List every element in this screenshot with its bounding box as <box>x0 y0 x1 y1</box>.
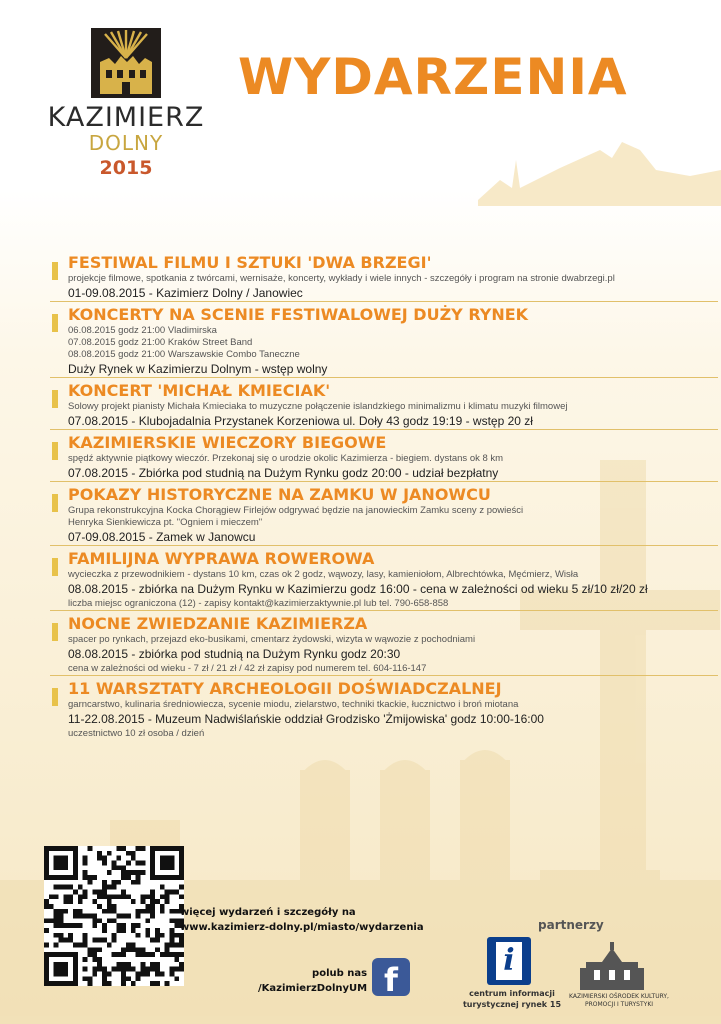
event-item <box>50 610 718 675</box>
event-note: cena w zależności od wieku - 7 zł / 21 zł / 42 zł zapisy pod numerem tel. 604-116-147 <box>68 663 427 674</box>
event-marker <box>52 688 58 706</box>
event-title: FESTIWAL FILMU I SZTUKI 'DWA BRZEGI' <box>68 253 432 272</box>
more-events-text <box>180 905 424 935</box>
info-line-1: centrum informacji <box>469 989 555 998</box>
event-title: KONCERT 'MICHAŁ KMIECIAK' <box>68 381 331 400</box>
castle-logo-icon <box>580 942 644 992</box>
logo-subtitle: DOLNY <box>88 131 164 155</box>
events-url-link[interactable]: www.kazimierz-dolny.pl/miasto/wydarzenia <box>180 922 424 933</box>
event-item <box>50 301 718 377</box>
event-desc: projekcje filmowe, spotkania z twórcami, wernisaże, koncerty, wykłady i wiele innych - szczegóły i program na stronie dwabrzegi.pl <box>68 273 615 284</box>
castle-line-1: KAZIMIERSKI OŚRODEK KULTURY, <box>569 993 669 1000</box>
event-title: NOCNE ZWIEDZANIE KAZIMIERZA <box>68 614 368 633</box>
facebook-like <box>258 966 367 996</box>
event-desc: Solowy projekt pianisty Michała Kmieciaka to muzyczne połączenie islandzkiego minimalizmu i klimatu muzyki filmowej <box>68 401 568 412</box>
castle-logo-text <box>566 993 672 1009</box>
event-desc: 07.08.2015 godz 21:00 Kraków Street Band <box>68 337 253 348</box>
event-main: 07.08.2015 - Klubojadalnia Przystanek Korzeniowa ul. Doły 43 godz 19:19 - wstęp 20 zł <box>68 414 533 428</box>
kazimierz-logo <box>26 28 226 179</box>
castle-line-2: PROMOCJI I TURYSTYKI <box>584 1001 654 1008</box>
event-item <box>50 250 718 301</box>
event-marker <box>52 314 58 332</box>
event-main: 07-09.08.2015 - Zamek w Janowcu <box>68 530 256 544</box>
event-marker <box>52 442 58 460</box>
event-marker <box>52 390 58 408</box>
event-title: KAZIMIERSKIE WIECZORY BIEGOWE <box>68 433 387 452</box>
event-marker <box>52 558 58 576</box>
events-list <box>50 250 718 740</box>
event-main: 01-09.08.2015 - Kazimierz Dolny / Janowiec <box>68 286 303 300</box>
facebook-icon[interactable]: f <box>372 958 410 996</box>
event-desc: Henryka Sienkiewicza pt. "Ogniem i mieczem" <box>68 517 263 528</box>
event-item <box>50 545 718 610</box>
event-desc: 06.08.2015 godz 21:00 Vladimirska <box>68 325 217 336</box>
qr-code-icon[interactable] <box>44 846 184 986</box>
event-item <box>50 675 718 740</box>
logo-year: 2015 <box>99 157 153 179</box>
event-marker <box>52 494 58 512</box>
logo-name: KAZIMIERZ <box>47 102 205 133</box>
event-marker <box>52 623 58 641</box>
event-main: 07.08.2015 - Zbiórka pod studnią na Dużym Rynku godz 20:00 - udział bezpłatny <box>68 466 499 480</box>
event-main: 11-22.08.2015 - Muzeum Nadwiślańskie oddział Grodzisko 'Żmijowiska' godz 10:00-16:00 <box>68 712 544 726</box>
event-main: Duży Rynek w Kazimierzu Dolnym - wstęp wolny <box>68 362 328 376</box>
event-item <box>50 377 718 429</box>
event-title: POKAZY HISTORYCZNE NA ZAMKU W JANOWCU <box>68 485 491 504</box>
info-glyph: i <box>496 942 522 980</box>
event-main: 08.08.2015 - zbiórka pod studnią na Dużym Rynku godz 20:30 <box>68 647 401 661</box>
logo-sun-house-icon <box>91 28 161 98</box>
event-note: liczba miejsc ograniczona (12) - zapisy kontakt@kazimierzaktywnie.pl lub tel. 790-658-858 <box>68 598 449 609</box>
event-title: FAMILIJNA WYPRAWA ROWEROWA <box>68 549 375 568</box>
tourist-info-icon <box>487 937 531 985</box>
partners-label: partnerzy <box>538 918 604 932</box>
event-desc: spędź aktywnie piątkowy wieczór. Przekonaj się o urodzie okolic Kazimierza - biegiem. dystans ok 8 km <box>68 453 504 464</box>
event-desc: 08.08.2015 godz 21:00 Warszawskie Combo Taneczne <box>68 349 300 360</box>
more-events-label: więcej wydarzeń i szczegóły na <box>180 907 356 918</box>
event-title: KONCERTY NA SCENIE FESTIWALOWEJ DUŻY RYNEK <box>68 305 529 324</box>
event-desc: garncarstwo, kulinaria średniowiecza, sycenie miodu, zielarstwo, techniki tkackie, łucznictwo i broń miotana <box>68 699 519 710</box>
event-main: 08.08.2015 - zbiórka na Dużym Rynku w Kazimierzu godz 16:00 - cena w zależności od wieku 5 zł/10 zł/20 zł <box>68 582 648 596</box>
tourist-info-text <box>456 988 568 1010</box>
facebook-page-link[interactable]: /KazimierzDolnyUM <box>258 983 368 994</box>
event-desc: wycieczka z przewodnikiem - dystans 10 km, czas ok 2 godz, wąwozy, lasy, kamieniołom, Albrechtówka, Męćmierz, Wisła <box>68 569 579 580</box>
event-item <box>50 429 718 481</box>
page-title: WYDARZENIA <box>238 48 628 106</box>
event-desc: Grupa rekonstrukcyjna Kocka Chorągiew Firlejów odgrywać będzie na janowieckim Zamku sceny z powieści <box>68 505 524 516</box>
info-line-2: turystycznej rynek 15 <box>462 1000 562 1009</box>
event-desc: spacer po rynkach, przejazd eko-busikami, cmentarz żydowski, wizyta w wąwozie z pochodniami <box>68 634 476 645</box>
event-title: 11 WARSZTATY ARCHEOLOGII DOŚWIADCZALNEJ <box>68 679 502 698</box>
like-label: polub nas <box>312 968 368 979</box>
event-item <box>50 481 718 545</box>
event-note: uczestnictwo 10 zł osoba / dzień <box>68 728 205 739</box>
event-marker <box>52 262 58 280</box>
